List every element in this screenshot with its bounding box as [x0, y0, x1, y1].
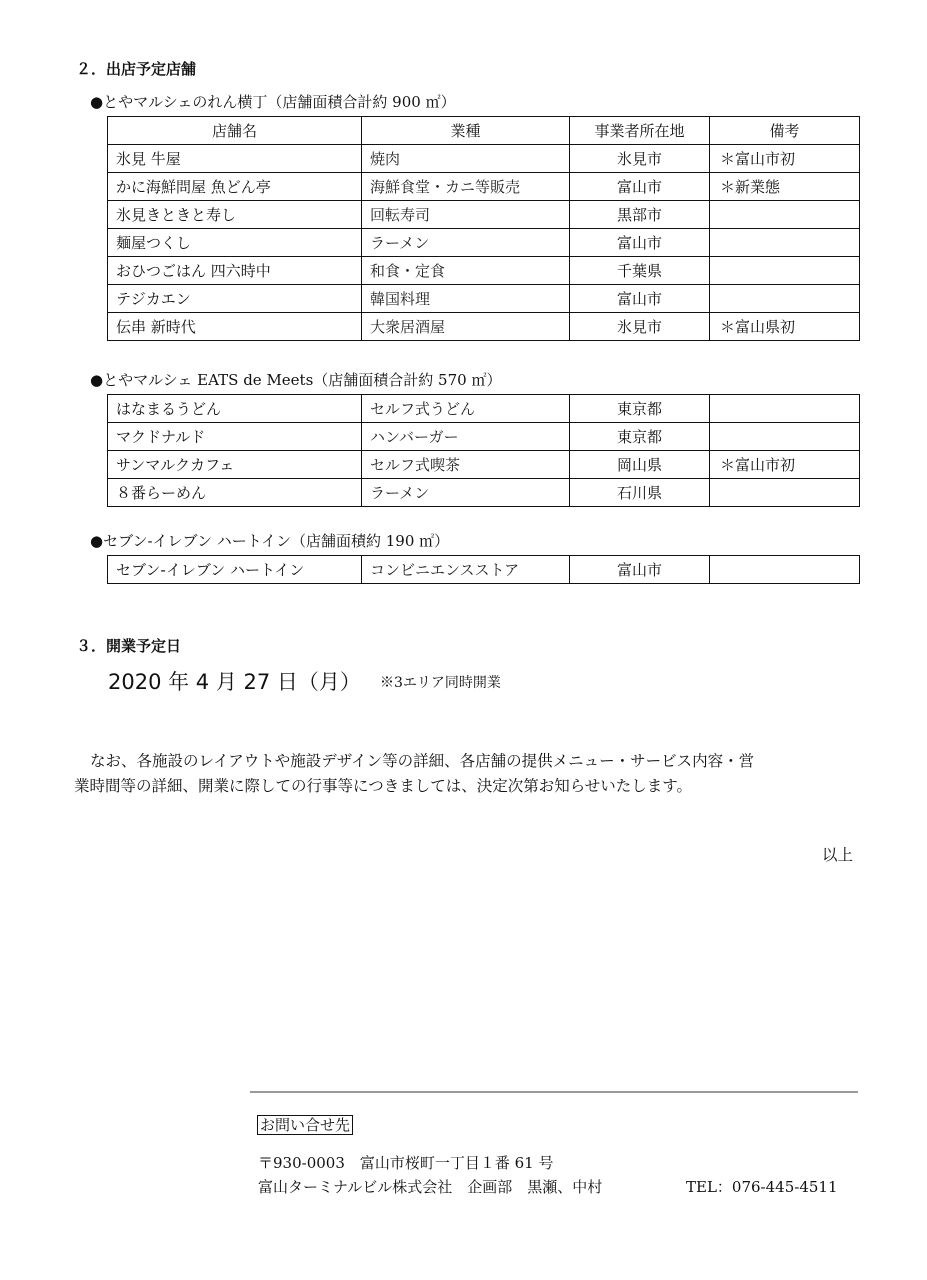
end-mark: 以上 [822, 846, 854, 864]
store-location: 氷見市 [570, 145, 710, 173]
store-genre: セルフ式喫茶 [362, 451, 570, 479]
store-note: ＊新業態 [710, 173, 860, 201]
table-row [108, 313, 860, 341]
store-name: おひつごはん 四六時中 [108, 257, 362, 285]
store-note [710, 479, 860, 507]
store-name: 伝串 新時代 [108, 313, 362, 341]
section3-title: ３．開業予定日 [76, 637, 182, 655]
section2-title: ２．出店予定店舗 [76, 60, 197, 78]
store-location: 富山市 [570, 556, 710, 584]
store-note [710, 556, 860, 584]
contact-company: 富山ターミナルビル株式会社 企画部 黒瀬、中村 [258, 1178, 603, 1196]
opening-date: 2020 年 4 月 27 日（月） [108, 670, 361, 694]
store-name: ８番らーめん [108, 479, 362, 507]
store-location: 富山市 [570, 229, 710, 257]
store-genre: 海鮮食堂・カニ等販売 [362, 173, 570, 201]
column-header: 備考 [710, 117, 860, 145]
table-row [108, 201, 860, 229]
store-name: 氷見 牛屋 [108, 145, 362, 173]
table-header-row [108, 117, 860, 145]
table-row [108, 395, 860, 423]
store-note [710, 229, 860, 257]
store-genre: コンビニエンスストア [362, 556, 570, 584]
store-genre: 大衆居酒屋 [362, 313, 570, 341]
table-row [108, 556, 860, 584]
table-row [108, 423, 860, 451]
store-note [710, 201, 860, 229]
store-note: ＊富山市初 [710, 145, 860, 173]
store-location: 千葉県 [570, 257, 710, 285]
group2-heading: ●とやマルシェ EATS de Meets（店舗面積合計約 570 ㎡） [90, 371, 502, 389]
contact-label [257, 1114, 353, 1135]
table-row [108, 451, 860, 479]
table-row [108, 257, 860, 285]
column-header: 店舗名 [108, 117, 362, 145]
store-table-eats-de-meets [107, 394, 860, 507]
contact-divider [250, 1091, 858, 1093]
store-name: マクドナルド [108, 423, 362, 451]
table-row [108, 285, 860, 313]
table-row [108, 229, 860, 257]
store-name: 氷見きときと寿し [108, 201, 362, 229]
store-note: ＊富山県初 [710, 313, 860, 341]
group3-heading: ●セブン-イレブン ハートイン（店舗面積約 190 ㎡） [90, 532, 450, 550]
store-location: 岡山県 [570, 451, 710, 479]
opening-date-note: ※3エリア同時開業 [380, 675, 501, 691]
store-name: セブン-イレブン ハートイン [108, 556, 362, 584]
store-location: 黒部市 [570, 201, 710, 229]
store-genre: 回転寿司 [362, 201, 570, 229]
store-location: 東京都 [570, 423, 710, 451]
closing-paragraph-line2: 業時間等の詳細、開業に際しての行事等につきましては、決定次第お知らせいたします。 [74, 777, 692, 795]
store-name: はなまるうどん [108, 395, 362, 423]
store-note: ＊富山市初 [710, 451, 860, 479]
store-location: 氷見市 [570, 313, 710, 341]
store-note [710, 423, 860, 451]
store-note [710, 285, 860, 313]
store-name: 麺屋つくし [108, 229, 362, 257]
table-row [108, 479, 860, 507]
column-header: 事業者所在地 [570, 117, 710, 145]
store-genre: 焼肉 [362, 145, 570, 173]
store-location: 石川県 [570, 479, 710, 507]
closing-paragraph-line1: なお、各施設のレイアウトや施設デザイン等の詳細、各店舗の提供メニュー・サービス内容・営 [90, 752, 755, 770]
table-row [108, 173, 860, 201]
store-genre: ハンバーガー [362, 423, 570, 451]
store-genre: 和食・定食 [362, 257, 570, 285]
store-name: テジカエン [108, 285, 362, 313]
store-location: 富山市 [570, 285, 710, 313]
contact-address: 〒930-0003 富山市桜町一丁目１番 61 号 [258, 1154, 554, 1172]
store-note [710, 395, 860, 423]
contact-label-text: お問い合せ先 [257, 1115, 353, 1135]
store-genre: 韓国料理 [362, 285, 570, 313]
store-name: サンマルクカフェ [108, 451, 362, 479]
store-genre: ラーメン [362, 229, 570, 257]
column-header: 業種 [362, 117, 570, 145]
group1-heading: ●とやマルシェのれん横丁（店舗面積合計約 900 ㎡） [90, 93, 456, 111]
store-note [710, 257, 860, 285]
table-row [108, 145, 860, 173]
store-location: 富山市 [570, 173, 710, 201]
store-name: かに海鮮問屋 魚どん亭 [108, 173, 362, 201]
store-genre: ラーメン [362, 479, 570, 507]
contact-tel: TEL：076-445-4511 [686, 1178, 838, 1196]
store-table-noren-yokocho [107, 116, 860, 341]
store-location: 東京都 [570, 395, 710, 423]
store-genre: セルフ式うどん [362, 395, 570, 423]
store-table-seven-eleven [107, 555, 860, 584]
